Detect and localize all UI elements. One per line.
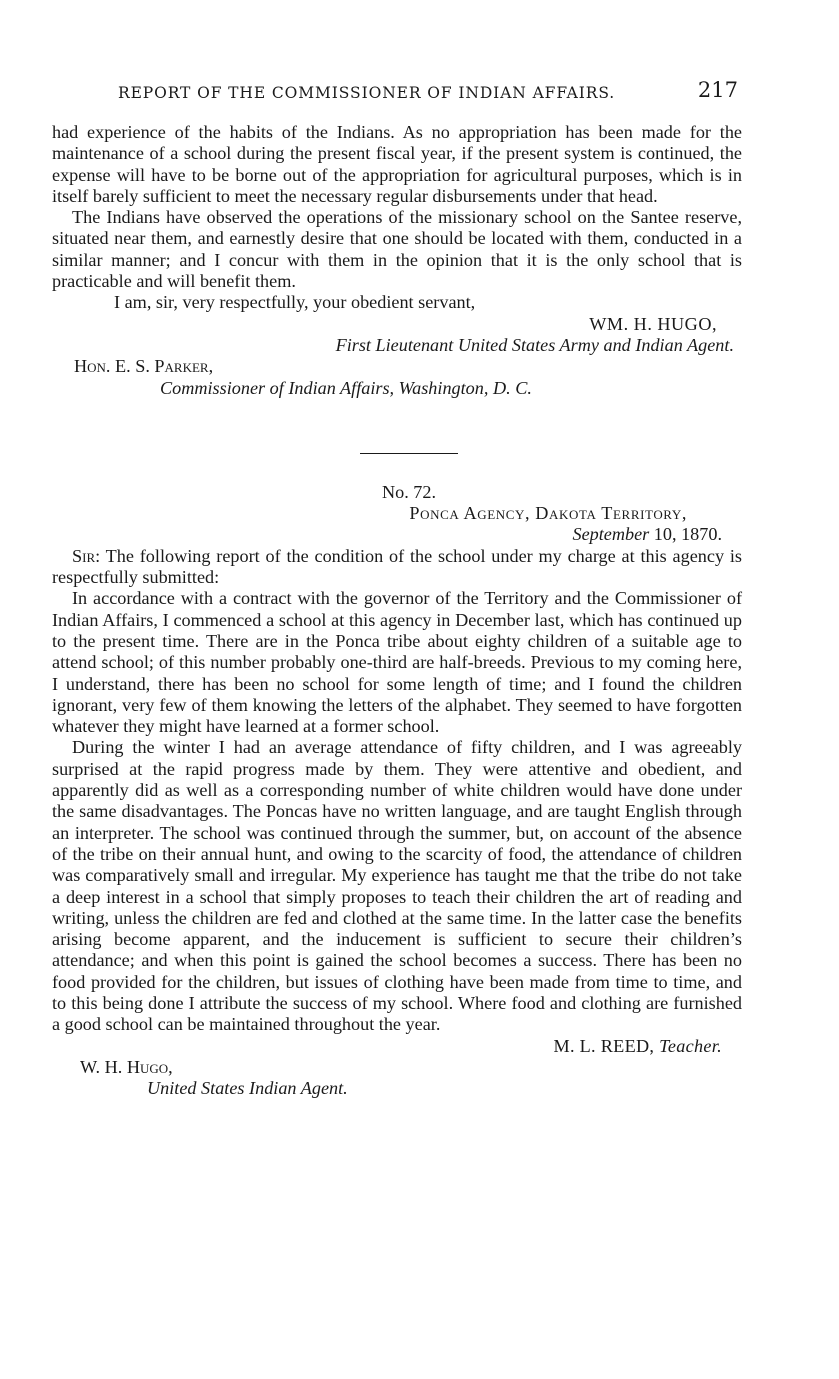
signer-name: WM. H. HUGO, — [589, 313, 717, 334]
recipient-name: W. H. Hugo, — [80, 1056, 173, 1077]
dateline-month: September — [572, 524, 650, 545]
addressee-name: Hon. E. S. Parker, — [74, 356, 214, 377]
paragraph: had experience of the habits of the Indians. As no appropriation has been made for the maintenance of a school during the present fiscal year, if the present system is continued, the expense will have to be borne out of the appropriation for agricultural purposes, which is in itself barely sufficient to meet the necessary regular disbursements under that head. — [52, 122, 742, 206]
closing-line: I am, sir, very respectfully, your obedient servant, — [114, 292, 476, 313]
opening-text: The following report of the condition of the school under my charge at this agency is respectfully submitted: — [52, 545, 742, 588]
section-divider — [360, 453, 458, 454]
teacher-signature — [52, 1036, 742, 1057]
paragraph: The Indians have observed the operations of the missionary school on the Santee reserve, situated near them, and earnestly desire that one should be located with them, conducted in a similar manner; and I concur with them in the opinion that it is the only school that is practicable and will benefit them. — [52, 207, 742, 292]
dateline-place: Ponca Agency, Dakota Territory, — [409, 503, 687, 524]
paragraph: During the winter I had an average attendance of fifty children, and I was agreeably surprised at the rapid progress made by them. They were attentive and obedient, and apparently did as well as a corresponding number of white children would have done under the same disadvantages. The Poncas have no written language, and are taught English through an interpreter. The school was continued through the summer, but, on account of the absence of the tribe on their annual hunt, and owing to the scarcity of food, the attendance of children was comparatively small and irregular. My experience has taught me that the tribe do not take a deep interest in a school that simply proposes to teach their children the art of reading and writing, unless the children are fed and clothed at the same time. In the latter case the benefits arising become apparent, and the inducement is sufficient to secure their children’s attendance; and when this point is gained the school becomes a success. There has been no food provided for the children, but issues of clothing have been made from time to time, and to this being done I attribute the success of my school. Where food and clothing are furnished a good school can be maintained throughout the year. — [52, 737, 742, 1035]
page-number: 217 — [697, 78, 738, 102]
dateline-date — [52, 524, 742, 545]
document-number: No. 72. — [381, 481, 437, 502]
paragraph: In accordance with a contract with the governor of the Territory and the Commissioner of Indian Affairs, I commenced a school at this agency in December last, which has continued up to the present time. There are in the Ponca tribe about eighty children of a suitable age to attend school; of this number probably one-third are half-breeds. Previous to my coming here, I understand, there has been no school for some length of time; and I found the children ignorant, very few of them knowing the letters of the alphabet. They seemed to have forgotten whatever they might have learned at a former school. — [52, 588, 742, 737]
signer-title: First Lieutenant United States Army and Indian Agent. — [335, 334, 734, 355]
salutation: Sir: — [72, 545, 101, 566]
teacher-name: M. L. REED, — [553, 1035, 655, 1056]
running-head: REPORT OF THE COMMISSIONER OF INDIAN AFFAIRS. — [118, 84, 616, 102]
salutation-paragraph — [52, 546, 742, 589]
page-body — [52, 122, 742, 1099]
recipient-title: United States Indian Agent. — [147, 1078, 348, 1099]
teacher-role: Teacher. — [659, 1035, 722, 1056]
page-header — [118, 78, 738, 108]
addressee-title: Commissioner of Indian Affairs, Washington, D. C. — [160, 377, 532, 398]
dateline-day-year: 10, 1870. — [653, 524, 722, 545]
